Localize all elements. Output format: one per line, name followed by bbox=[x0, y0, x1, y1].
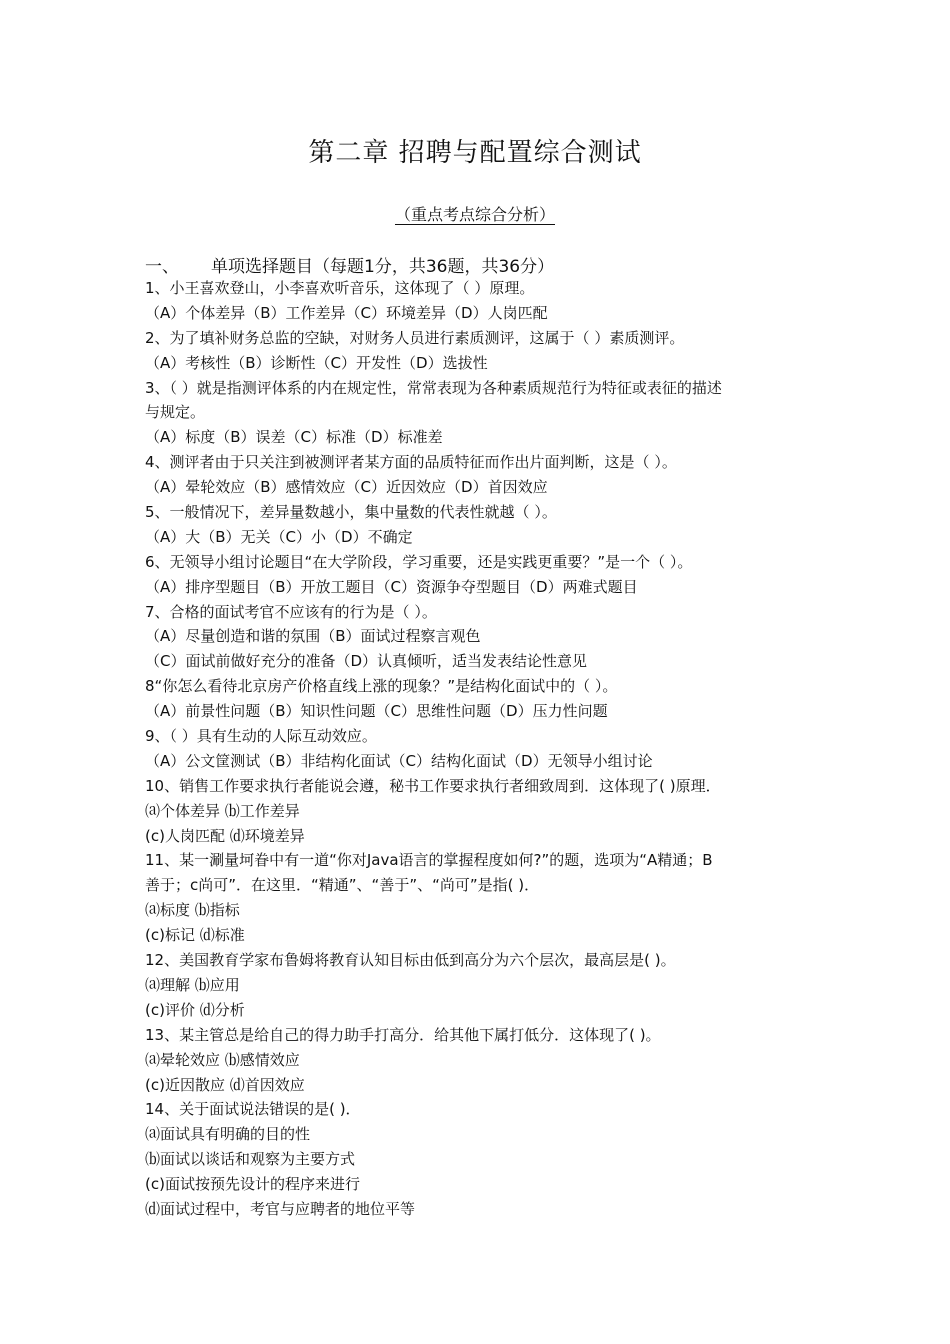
text-line: ⒜个体差异 ⒝工作差异 bbox=[145, 801, 300, 820]
text-line: 6、无领导小组讨论题目“在大学阶段，学习重要，还是实践更重要？”是一个（ ）。 bbox=[145, 552, 693, 571]
page-subtitle bbox=[0, 202, 950, 225]
text-line: 7、合格的面试考官不应该有的行为是（ ）。 bbox=[145, 602, 437, 621]
section-heading bbox=[145, 252, 554, 277]
text-line: 2、为了填补财务总监的空缺，对财务人员进行素质测评，这属于（ ）素质测评。 bbox=[145, 328, 685, 347]
text-line: （A）晕轮效应（B）感情效应（C）近因效应（D）首因效应 bbox=[145, 478, 548, 497]
text-line: （A）前景性问题（B）知识性问题（C）思维性问题（D）压力性问题 bbox=[145, 702, 608, 721]
text-line: （A）标度（B）误差（C）标准（D）标准差 bbox=[145, 428, 443, 447]
text-line: (c)标记 ⒟标准 bbox=[145, 926, 245, 945]
section-title: 单项选择题目（每题1分，共36题，共36分） bbox=[211, 257, 555, 277]
text-line: （A）尽量创造和谐的氛围（B）面试过程察言观色 bbox=[145, 627, 481, 646]
text-line: 3、（ ）就是指测评体系的内在规定性，常常表现为各种素质规范行为特征或表征的描述 bbox=[145, 378, 722, 397]
text-line: (c)近因散应 ⒟首因效应 bbox=[145, 1075, 305, 1094]
text-line: 与规定。 bbox=[145, 403, 206, 422]
section-number: 一、 bbox=[145, 257, 179, 277]
text-line: （A）考核性（B）诊断性（C）开发性（D）选拔性 bbox=[145, 353, 488, 372]
text-line: 善于；c尚可”．在这里．“精通”、“善于”、“尚可”是指( )． bbox=[145, 876, 540, 895]
text-line: (c)面试按预先设计的程序来进行 bbox=[145, 1175, 360, 1194]
text-line: ⒝面试以谈话和观察为主要方式 bbox=[145, 1150, 356, 1169]
text-line: （A）个体差异（B）工作差异（C）环境差异（D）人岗匹配 bbox=[145, 303, 548, 322]
text-line: ⒜面试具有明确的目的性 bbox=[145, 1125, 311, 1144]
text-line: ⒜晕轮效应 ⒝感情效应 bbox=[145, 1050, 300, 1069]
text-line: （C）面试前做好充分的准备（D）认真倾听，适当发表结论性意见 bbox=[145, 652, 588, 671]
text-line: （A）排序型题目（B）开放工题目（C）资源争夺型题目（D）两难式题目 bbox=[145, 577, 638, 596]
text-line: （A）大（B）无关（C）小（D）不确定 bbox=[145, 527, 413, 546]
text-line: 4、测评者由于只关注到被测评者某方面的品质特征而作出片面判断，这是（ ）。 bbox=[145, 453, 677, 472]
question-list bbox=[145, 276, 825, 1222]
text-line: (c)评价 ⒟分析 bbox=[145, 1000, 245, 1019]
text-line: 8“你怎么看待北京房产价格直线上涨的现象？”是结构化面试中的（ ）。 bbox=[145, 677, 618, 696]
text-line: 11、某一涮量坷眷中有一道“你对Java语言的掌握程度如何?”的题，选项为“A精通；B bbox=[145, 851, 713, 870]
text-line: ⒜理解 ⒝应用 bbox=[145, 975, 240, 994]
text-line: (c)人岗匹配 ⒟环境差异 bbox=[145, 826, 305, 845]
text-line: 12、美国教育学家布鲁姆将教育认知目标由低到高分为六个层次，最高层是( )。 bbox=[145, 951, 676, 970]
text-line: 10、销售工作要求执行者能说会遵，秘书工作要求执行者细致周到．这体现了( )原理． bbox=[145, 776, 721, 795]
subtitle-text: （重点考点综合分析） bbox=[394, 205, 555, 224]
text-line: （A）公文筐测试（B）非结构化面试（C）结构化面试（D）无领导小组讨论 bbox=[145, 751, 653, 770]
page-title: 第二章 招聘与配置综合测试 bbox=[308, 138, 642, 168]
text-line: 9、（ ）具有生动的人际互动效应。 bbox=[145, 727, 377, 746]
text-line: ⒟面试过程中，考官与应聘者的地位平等 bbox=[145, 1199, 416, 1218]
text-line: 5、一般情况下，差异量数越小，集中量数的代表性就越（ ）。 bbox=[145, 503, 557, 522]
text-line: 14、关于面试说法错误的是( )． bbox=[145, 1100, 361, 1119]
text-line: ⒜标度 ⒝指标 bbox=[145, 901, 240, 920]
text-line: 1、小王喜欢登山，小李喜欢听音乐，这体现了（ ）原理。 bbox=[145, 279, 535, 297]
text-line: 13、某主管总是给自己的得力助手打高分．给其他下属打低分．这体现了( )。 bbox=[145, 1025, 661, 1044]
